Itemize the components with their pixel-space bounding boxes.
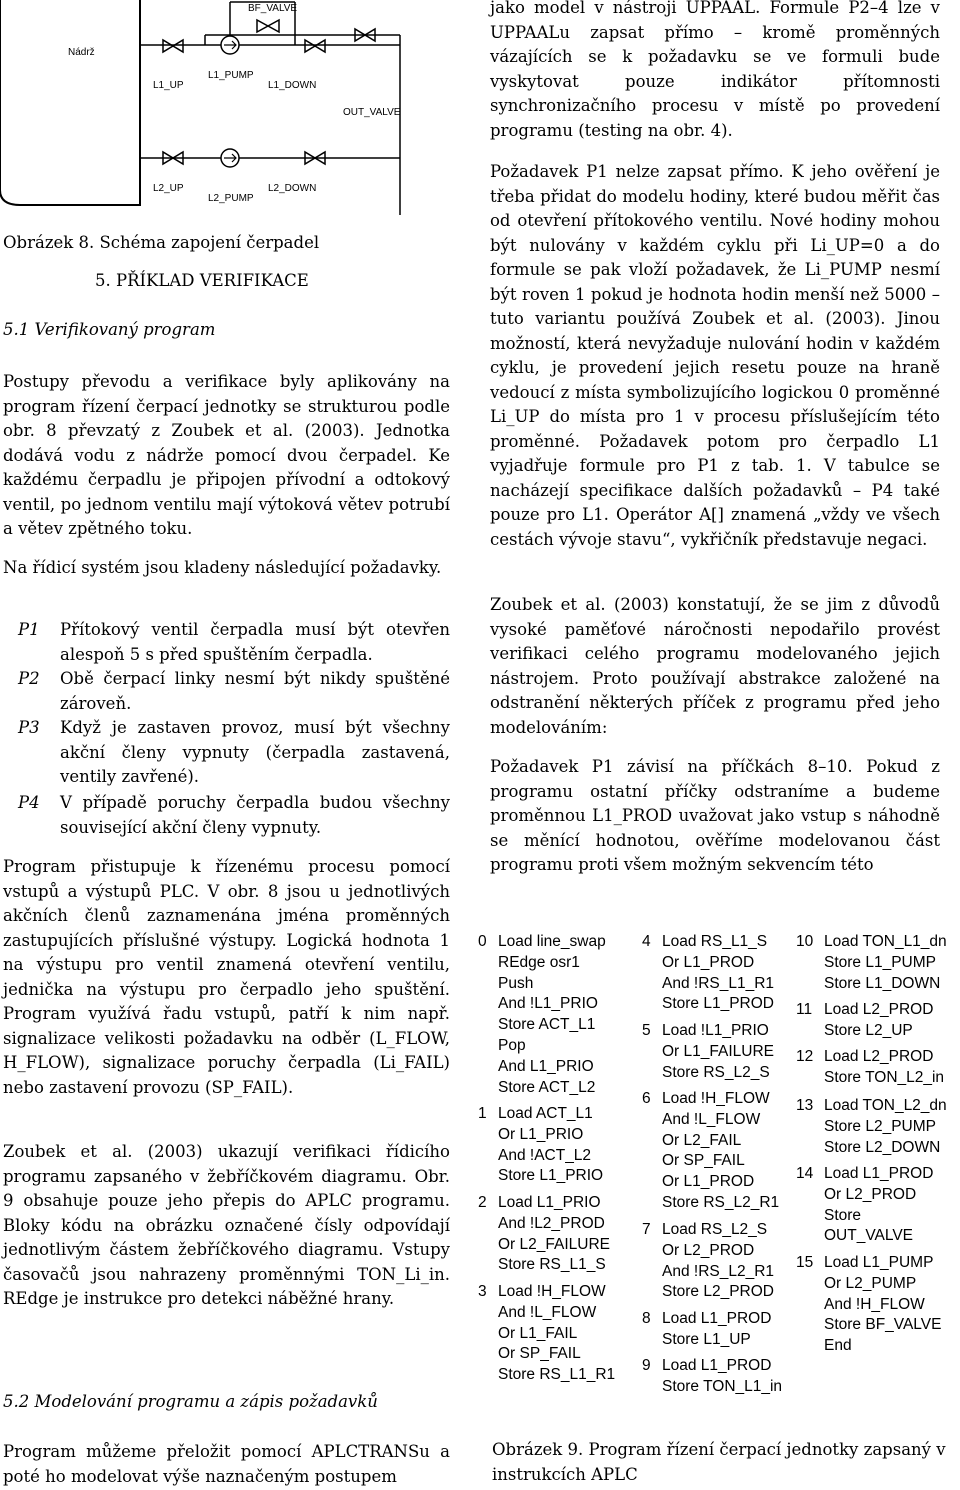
code-line: Or L1_PRIO (498, 1125, 584, 1143)
right-paragraph-1: jako model v nástroji UPPAAL. Formule P2–4 lze v UPPAALu zapsat přímo – kromě proměnných vázajících se k požadavku se ve formuli bude vyskytovat pouze indikátor přítomnosti synchronizačního procesu v místě po provedení programu (testing na obr. 4). (490, 0, 940, 140)
right-paragraph-3: Zoubek et al. (2003) konstatují, že se jim z důvodů vysoké paměťové náročnosti nepodařilo provést verifikaci celého programu modelovaného jejich nástrojem. Proto používají abstrakce založené na odstranění některých příček z programu před jeho modelováním: (490, 595, 940, 737)
code-line: Or L1_FAILURE (662, 1042, 774, 1060)
code-line: Store RS_L1_R1 (498, 1366, 616, 1384)
code-line: Store ACT_L1 (498, 1016, 596, 1034)
code-line: Or L2_PROD (662, 1241, 755, 1259)
code-line: Or L1_PROD (662, 1173, 755, 1191)
requirement-p4: P4 V případě poruchy čerpadla budou všechny související akční členy vypnuty. (18, 793, 450, 837)
requirement-p1: P1 Přítokový ventil čerpadla musí být otevřen alespoň 5 s před spuštěním čerpadla. (18, 620, 450, 664)
code-line: Or L1_FAIL (498, 1324, 578, 1342)
code-lines (498, 1282, 615, 1386)
label-out-valve: OUT_VALVE (343, 107, 401, 118)
code-line: Store L1_DOWN (824, 974, 941, 992)
aplc-program-listing: 0 Load line_swap REdge osr1 Push And !L1_PRIO Store ACT_L1 Pop And L1_PRIO Store ACT_L2 1 Load ACT_L1 Or L1_PRIO And !ACT_L2 Store L1_PRIO 2 Load L1_PRIO And !L2_PROD Or L2_FAILURE Store RS_L1_S 3 Load !H_FLOW And !L_FLOW Or L1_FAIL Or SP_FAIL Store RS_L1_R1 4 Load RS_L1_S Or L1_PROD And !RS_L1_R1 Store L1_PROD 5 Load !L1_PRIO Or L1_FAILURE Store RS_L2_S 6 Load !H_FLOW And !L_FLOW Or L2_FAIL Or SP_FAIL Or L1_PROD Store RS_L2_R1 7 Load RS_L2_S Or L2_PROD And !RS_L2_R1 Store L2_PROD 8 Load L1_PROD Store L1_UP 9 Load L1_PROD Store TON_L1_in 10 Load TON_L1_dn Store L1_PUMP Store L1_DOWN 11 Load L2_PROD Store L2_UP 12 Load L2_PROD Store TON_L2_in 13 Load TON_L2_dn Store L2_PUMP Store L2_DOWN 14 Load L1_PROD Or L2_PROD Store OUT_VALVE 15 Load L1_PUMP Or L2_PUMP And !H_FLOW Store BF_VALVE End (478, 932, 960, 1402)
code-lines (824, 1047, 944, 1089)
code-line: Load !H_FLOW (498, 1283, 606, 1300)
right-paragraph-4: Požadavek P1 závisí na příčkách 8–10. Pokud z programu ostatní příčky odstraníme a budeme proměnnou L1_PROD uvažovat jako vstup s náhodně se měnící hodnotou, ověříme modelovanou část programu proti všem možným sekvencím této (490, 757, 940, 874)
code-line: Store L1_PRIO (498, 1167, 604, 1185)
left-paragraph-1: Postupy převodu a verifikace byly aplikovány na program řízení čerpací jednotky se strukturou podle obr. 8 převzatý z Zoubek et al. (2003). Jednotka dodává vodu z nádrže pomocí dvou čerpadel. Ke každému čerpadlu je připojen přívodní a odtokový ventil, po jednom ventilu mají výtoková větev potrubí a větev zpětného toku. (3, 372, 450, 538)
code-line: Or L2_PUMP (824, 1274, 917, 1292)
code-line: And !RS_L2_R1 (662, 1262, 775, 1280)
code-lines (662, 932, 774, 1015)
code-line: Load L1_PROD (662, 1310, 772, 1327)
code-lines (662, 1021, 774, 1083)
section-heading: 5. PŘÍKLAD VERIFIKACE (95, 271, 309, 290)
code-line: Load L2_PROD (824, 1001, 934, 1018)
code-lines (498, 932, 606, 1098)
subsection-5-2: 5.2 Modelování programu a zápis požadavků (3, 1392, 378, 1411)
code-line: Or L2_FAIL (662, 1131, 742, 1149)
code-line: Store TON_L1_in (662, 1377, 783, 1395)
pump-diagram (0, 0, 430, 215)
code-lines (824, 1096, 947, 1158)
label-l1-pump: L1_PUMP (208, 70, 254, 81)
tank-label: Nádrž (68, 47, 95, 58)
code-line: Or L2_FAILURE (498, 1235, 610, 1253)
code-line: Or L1_PROD (662, 953, 755, 971)
code-line: Or SP_FAIL (662, 1152, 745, 1170)
code-line: Or L2_PROD (824, 1185, 917, 1203)
code-line: Load !L1_PRIO (662, 1022, 769, 1039)
code-line: And !L_FLOW (498, 1303, 597, 1321)
code-lines (662, 1356, 782, 1398)
code-lines (824, 1164, 933, 1247)
code-line: And !L1_PRIO (498, 995, 598, 1013)
code-lines (824, 1000, 933, 1042)
label-l1-up: L1_UP (153, 80, 184, 91)
code-lines (498, 1193, 610, 1276)
code-line: REdge osr1 (498, 953, 580, 971)
code-line: Load L1_PROD (662, 1357, 772, 1374)
code-line: Store L2_PUMP (824, 1117, 936, 1135)
code-line: Store L2_PROD (662, 1283, 774, 1301)
right-paragraph-2: Požadavek P1 nelze zapsat přímo. K jeho ověření je třeba přidat do modelu hodiny, které budou měřit čas od otevření přítokového ventilu. Nové hodiny mohou být nulovány v každém cyklu při Li_UP=0 a do formule se pak vloží požadavek, že Li_PUMP nesmí být roven 1 pokud je hodnota hodin menší než 5000 – tuto variantu používá Zoubek et al. (2003). Jinou možností, která nevyžaduje nulování hodin v každém cyklu, je provedení jejich resetu pouze na hraně vedoucí z místa symbolizujícího logickou 0 proměnné Li_UP do místa pro 1 v procesu příslušejícím této proměnné. Požadavek potom pro čerpadlo L1 vyjadřuje formule pro P1 z tab. 1. V tabulce se nacházejí specifikace dalších požadavků – P4 také pouze pro L1. Operátor A[] znamená „vždy ve všech cestách vývoje stavu“, vykřičník představuje negaci. (490, 162, 940, 549)
pump-l2-icon (221, 149, 239, 167)
code-lines (824, 1253, 941, 1357)
code-line: Load line_swap (498, 933, 606, 950)
left-paragraph-2: Na řídicí systém jsou kladeny následující požadavky. (3, 558, 442, 577)
code-lines (662, 1309, 771, 1351)
code-line: Load !H_FLOW (662, 1090, 770, 1107)
code-line: Load ACT_L1 (498, 1105, 593, 1122)
code-line: Store L1_UP (662, 1330, 751, 1348)
left-paragraph-3: Program přistupuje k řízenému procesu pomocí vstupů a výstupů PLC. V obr. 8 jsou u jednotlivých akčních členů zaznamenána jména proměnných zastupujících příslušné výstupy. Logická hodnota 1 na výstupu pro ventil znamená otevření ventilu, jednička na výstupu pro čerpadlo jeho spuštění. Program využívá řadu vstupů, patří k nim např. signalizace velikosti požadavku na odběr (L_FLOW, H_FLOW), signalizace poruchy čerpadla (Li_FAIL) nebo zastavení provozu (SP_FAIL). (3, 857, 450, 1097)
code-line: Store L1_PROD (662, 995, 774, 1013)
code-lines (498, 1104, 603, 1187)
pump-l1-icon (221, 36, 239, 54)
code-line: Load L2_PROD (824, 1048, 934, 1065)
requirement-p2: P2 Obě čerpací linky nesmí být nikdy spuštěné zároveň. (18, 669, 450, 713)
tank-shape (0, 0, 140, 205)
figure-8-caption: Obrázek 8. Schéma zapojení čerpadel (3, 233, 320, 252)
code-line: And !L_FLOW (662, 1110, 761, 1128)
code-line: Store TON_L2_in (824, 1068, 945, 1086)
code-line: Or SP_FAIL (498, 1345, 581, 1363)
valve-l1-up-icon (163, 40, 183, 52)
code-line: And !ACT_L2 (498, 1146, 592, 1164)
pump-schematic (0, 0, 430, 215)
code-line: And !RS_L1_R1 (662, 974, 775, 992)
code-line: Load RS_L2_S (662, 1221, 768, 1238)
code-line: Store RS_L1_S (498, 1256, 606, 1274)
label-l1-down: L1_DOWN (268, 80, 317, 91)
code-line: Load TON_L2_dn (824, 1097, 947, 1114)
code-line: Store RS_L2_S (662, 1063, 770, 1081)
requirement-p3: P3 Když je zastaven provoz, musí být všechny akční členy vypnuty (čerpadla zastavená, ventily zavřené). (18, 718, 450, 786)
valve-l1-down-icon (305, 40, 325, 52)
code-line: Store L1_PUMP (824, 953, 936, 971)
valve-bf-icon (257, 20, 279, 32)
code-line: And !H_FLOW (824, 1295, 925, 1313)
left-paragraph-4: Zoubek et al. (2003) ukazují verifikaci řídicího programu zapsaného v žebříčkovém diagramu. Obr. 9 obsahuje pouze jeho přepis do APLC programu. Bloky kódu na obrázku označené čísly odpovídají jednotlivým částem žebříčkového diagramu. Vstupy časovačů jsou nahrazeny proměnnými TON_Li_in. REdge je instrukce pro detekci náběžné hrany. (3, 1142, 450, 1308)
code-line: Load L1_PROD (824, 1165, 934, 1182)
code-line: Store BF_VALVE (824, 1316, 942, 1334)
code-line: Store (824, 1206, 862, 1224)
code-line: Store L2_DOWN (824, 1138, 941, 1156)
code-line: Pop (498, 1036, 526, 1054)
code-line: Load L1_PUMP (824, 1254, 934, 1271)
code-line: Load RS_L1_S (662, 933, 768, 950)
label-l2-down: L2_DOWN (268, 183, 317, 194)
label-l2-up: L2_UP (153, 183, 184, 194)
code-line: Store ACT_L2 (498, 1078, 596, 1096)
code-line: And L1_PRIO (498, 1057, 594, 1075)
label-bf-valve: BF_VALVE (248, 3, 298, 14)
code-line: Store RS_L2_R1 (662, 1193, 780, 1211)
code-line: Load TON_L1_dn (824, 933, 947, 950)
code-line: OUT_VALVE (824, 1227, 914, 1245)
code-line: And !L2_PROD (498, 1214, 605, 1232)
code-lines (662, 1220, 774, 1303)
code-line: Store L2_UP (824, 1021, 913, 1039)
code-lines (824, 932, 947, 994)
left-paragraph-5: Program můžeme přeložit pomocí APLCTRANSu a poté ho modelovat výše naznačeným postupem (3, 1442, 450, 1486)
subsection-5-1: 5.1 Verifikovaný program (3, 320, 216, 339)
code-line: Push (498, 974, 534, 992)
code-line: Load L1_PRIO (498, 1194, 601, 1211)
code-lines (662, 1089, 779, 1214)
label-l2-pump: L2_PUMP (208, 193, 254, 204)
code-line: End (824, 1337, 852, 1355)
figure-9-caption: Obrázek 9. Program řízení čerpací jednotky zapsaný v instrukcích APLC (492, 1440, 946, 1484)
